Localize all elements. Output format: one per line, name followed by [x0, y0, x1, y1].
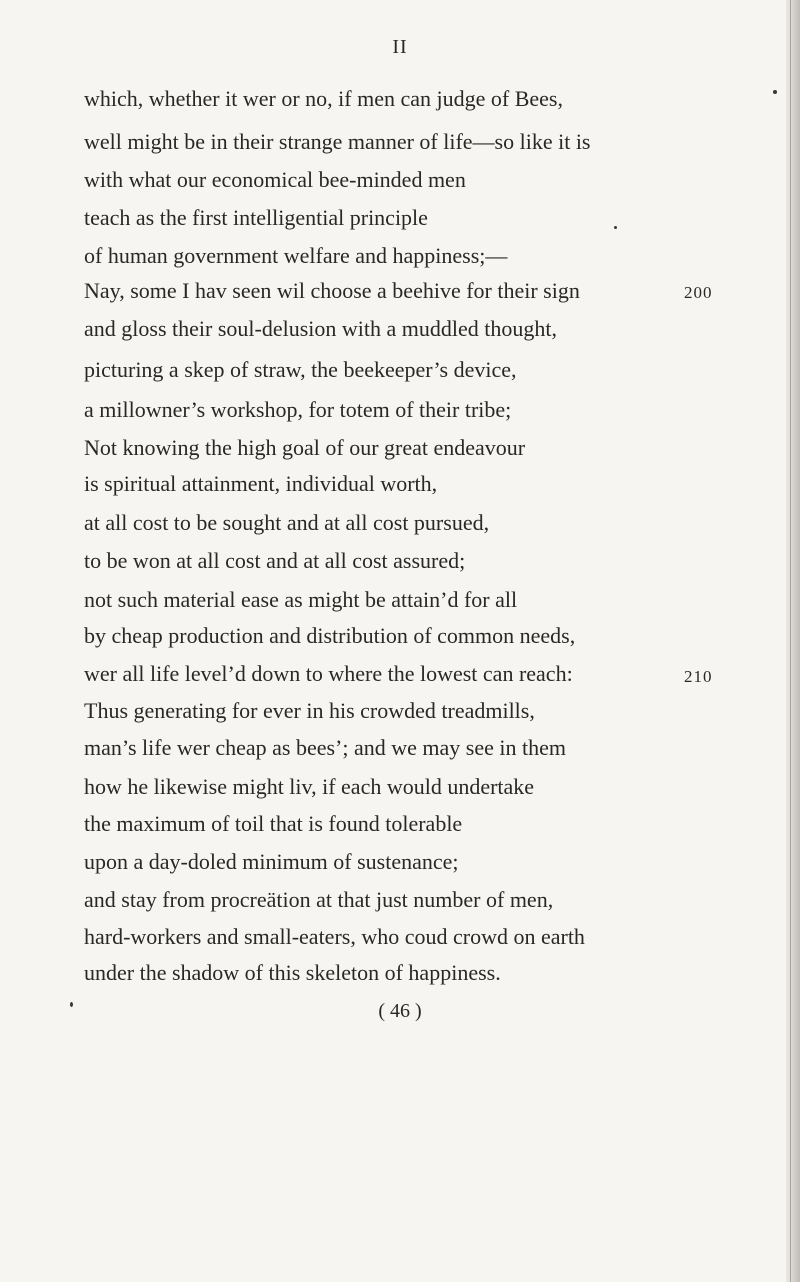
poem-line: is spiritual attainment, individual worth,: [84, 471, 438, 496]
poem-line: a millowner’s workshop, for totem of their tribe;: [84, 397, 512, 422]
poem-line: man’s life wer cheap as bees’; and we may see in them: [84, 735, 566, 760]
poem-line: which, whether it wer or no, if men can judge of Bees,: [84, 86, 563, 111]
poem-line: by cheap production and distribution of common needs,: [84, 623, 576, 648]
poem-line: and gloss their soul-delusion with a muddled thought,: [84, 316, 557, 341]
poem-line: to be won at all cost and at all cost assured;: [84, 548, 466, 573]
poem-line: Thus generating for ever in his crowded treadmills,: [84, 698, 535, 723]
poem-line: of human government welfare and happiness;—: [84, 243, 508, 268]
poem-line: under the shadow of this skeleton of happiness.: [84, 960, 501, 985]
page-edge: [786, 0, 800, 1282]
poem-line: picturing a skep of straw, the beekeeper’s device,: [84, 357, 517, 382]
ink-speck: [614, 226, 617, 229]
poem-line: with what our economical bee-minded men: [84, 167, 466, 192]
poem-line: well might be in their strange manner of life—so like it is: [84, 129, 591, 154]
running-header: II: [392, 36, 408, 58]
page-edge-line: [790, 0, 791, 1282]
poem-line: teach as the first intelligential principle: [84, 205, 428, 230]
poem-line: not such material ease as might be attain’d for all: [84, 587, 518, 612]
poem-line: Not knowing the high goal of our great endeavour: [84, 435, 526, 460]
poem-line: and stay from procreätion at that just number of men,: [84, 887, 554, 912]
poem-line: the maximum of toil that is found tolerable: [84, 811, 463, 836]
poem-line: Nay, some I hav seen wil choose a beehive for their sign: [84, 278, 580, 303]
poem-line: at all cost to be sought and at all cost pursued,: [84, 510, 490, 535]
ink-speck: [773, 90, 777, 94]
line-number-200: 200: [684, 283, 713, 302]
ink-speck: [70, 1002, 73, 1007]
poem-line: upon a day-doled minimum of sustenance;: [84, 849, 459, 874]
page-number: ( 46 ): [378, 1000, 422, 1022]
line-number-210: 210: [684, 667, 713, 686]
poem-line: hard-workers and small-eaters, who coud crowd on earth: [84, 924, 585, 949]
poem-line: how he likewise might liv, if each would undertake: [84, 774, 535, 799]
poem-line: wer all life level’d down to where the lowest can reach:: [84, 661, 573, 686]
